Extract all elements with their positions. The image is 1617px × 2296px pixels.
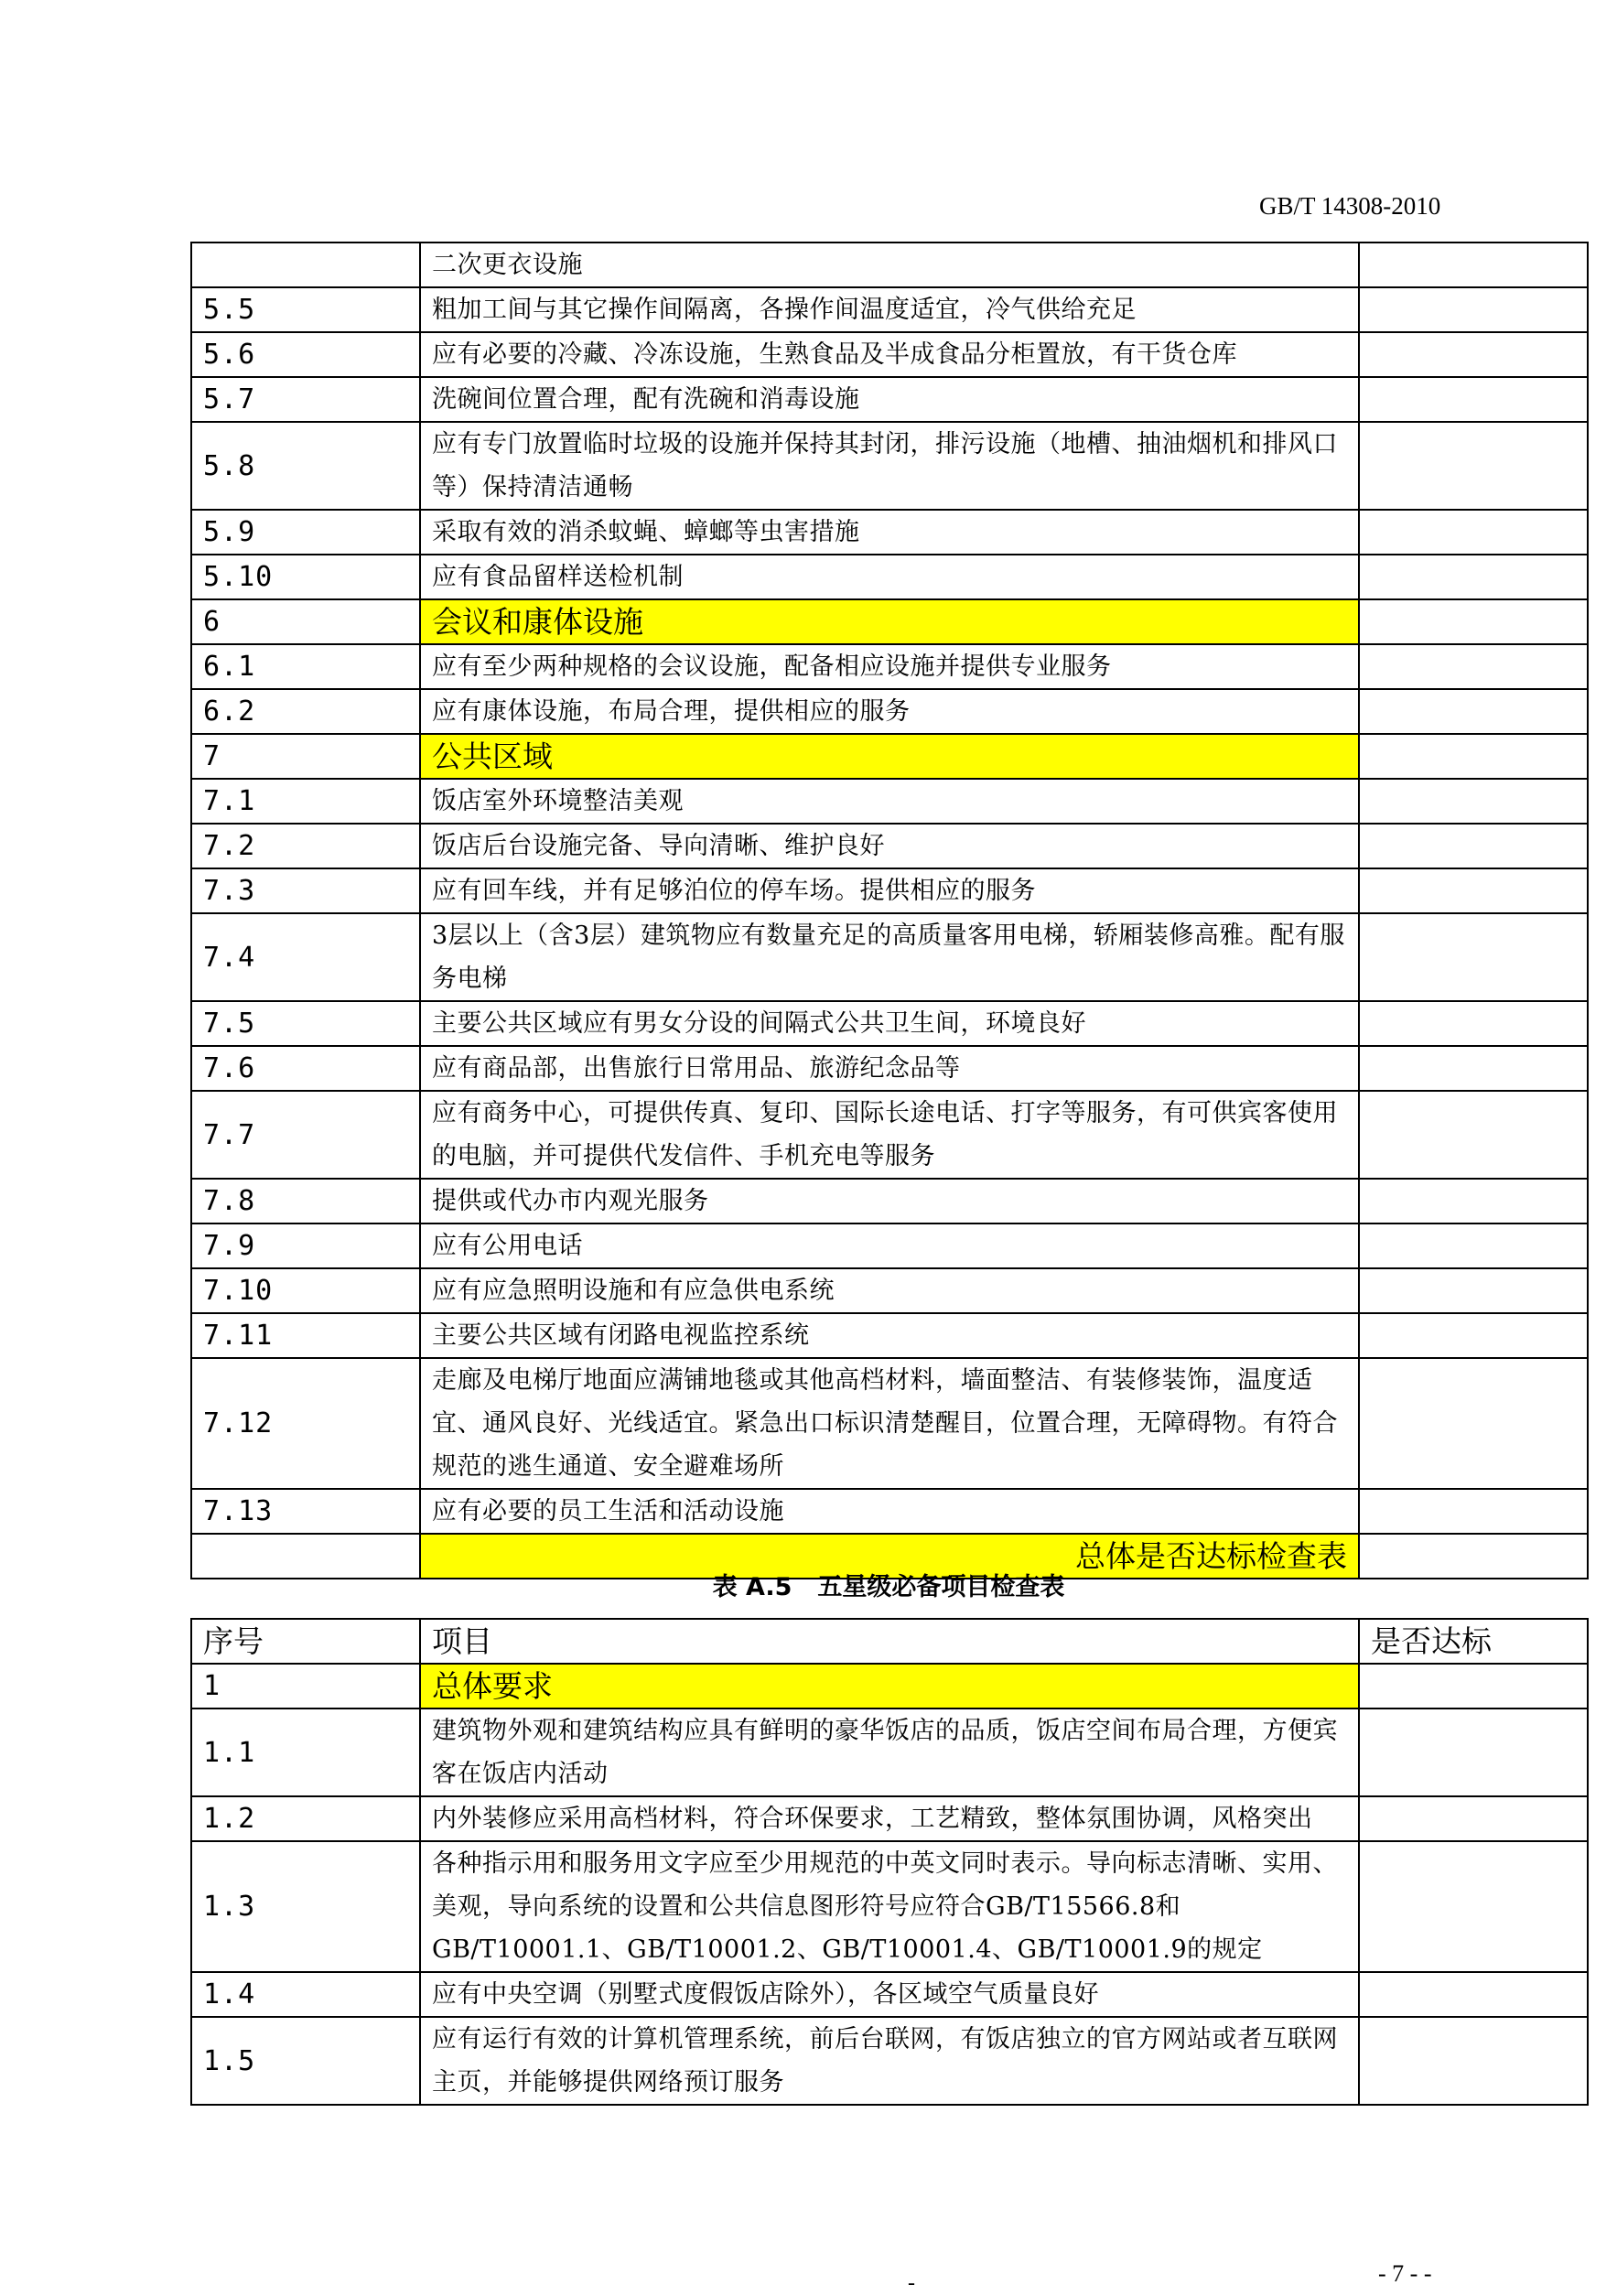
table-row [191, 1358, 1588, 1489]
row-number: 1.1 [191, 1709, 420, 1796]
row-number: 1.5 [191, 2017, 420, 2105]
row-number: 7.12 [191, 1358, 420, 1489]
row-status-cell[interactable] [1359, 824, 1588, 868]
row-number: 5.8 [191, 422, 420, 510]
table-row [191, 287, 1588, 332]
table-row [191, 1664, 1588, 1709]
row-item: 洗碗间位置合理，配有洗碗和消毒设施 [420, 377, 1359, 422]
table-row [191, 913, 1588, 1001]
row-number [191, 243, 420, 287]
row-status-cell[interactable] [1359, 779, 1588, 824]
row-item: 主要公共区域有闭路电视监控系统 [420, 1313, 1359, 1358]
row-status-cell[interactable] [1359, 644, 1588, 689]
row-item: 采取有效的消杀蚊蝇、蟑螂等虫害措施 [420, 510, 1359, 555]
row-item: 应有必要的冷藏、冷冻设施，生熟食品及半成食品分柜置放，有干货仓库 [420, 332, 1359, 377]
row-status-cell[interactable] [1359, 599, 1588, 644]
header-num: 序号 [191, 1619, 420, 1664]
row-number: 7.7 [191, 1091, 420, 1179]
five-star-checklist-table [190, 1618, 1589, 2106]
row-status-cell[interactable] [1359, 510, 1588, 555]
table-row [191, 868, 1588, 913]
checklist-table-continued [190, 242, 1589, 1579]
row-item: 应有康体设施，布局合理，提供相应的服务 [420, 689, 1359, 734]
table-row [191, 1091, 1588, 1179]
row-number: 7.11 [191, 1313, 420, 1358]
row-status-cell[interactable] [1359, 422, 1588, 510]
row-status-cell[interactable] [1359, 377, 1588, 422]
row-status-cell[interactable] [1359, 1179, 1588, 1223]
row-number: 7.8 [191, 1179, 420, 1223]
row-status-cell[interactable] [1359, 1489, 1588, 1534]
row-number: 1.2 [191, 1796, 420, 1841]
table-row [191, 243, 1588, 287]
row-number: 6.1 [191, 644, 420, 689]
row-item: 提供或代办市内观光服务 [420, 1179, 1359, 1223]
row-status-cell[interactable] [1359, 1313, 1588, 1358]
table-row [191, 599, 1588, 644]
table-row [191, 555, 1588, 599]
row-item: 内外装修应采用高档材料，符合环保要求，工艺精致，整体氛围协调，风格突出 [420, 1796, 1359, 1841]
footer-dash: - [908, 2271, 915, 2295]
row-number: 5.9 [191, 510, 420, 555]
row-item: 应有公用电话 [420, 1223, 1359, 1268]
row-status-cell[interactable] [1359, 734, 1588, 779]
row-number: 7 [191, 734, 420, 779]
row-status-cell[interactable] [1359, 1223, 1588, 1268]
table-row [191, 734, 1588, 779]
table-row [191, 1268, 1588, 1313]
row-status-cell[interactable] [1359, 555, 1588, 599]
row-number: 6.2 [191, 689, 420, 734]
row-item: 应有应急照明设施和有应急供电系统 [420, 1268, 1359, 1313]
row-status-cell[interactable] [1359, 1046, 1588, 1091]
row-number: 7.3 [191, 868, 420, 913]
row-number: 7.2 [191, 824, 420, 868]
row-status-cell[interactable] [1359, 1091, 1588, 1179]
table-row [191, 510, 1588, 555]
row-status-cell[interactable] [1359, 1001, 1588, 1046]
row-item: 建筑物外观和建筑结构应具有鲜明的豪华饭店的品质，饭店空间布局合理，方便宾客在饭店内活动 [420, 1709, 1359, 1796]
row-item: 应有商品部，出售旅行日常用品、旅游纪念品等 [420, 1046, 1359, 1091]
table-header-row [191, 1619, 1588, 1664]
row-number: 5.10 [191, 555, 420, 599]
row-status-cell[interactable] [1359, 1358, 1588, 1489]
row-status-cell[interactable] [1359, 1709, 1588, 1796]
table-row [191, 1972, 1588, 2017]
table-row [191, 1001, 1588, 1046]
table-row [191, 1046, 1588, 1091]
row-item: 应有食品留样送检机制 [420, 555, 1359, 599]
row-item: 应有商务中心，可提供传真、复印、国际长途电话、打字等服务，有可供宾客使用的电脑，并可提供代发信件、手机充电等服务 [420, 1091, 1359, 1179]
standard-code: GB/T 14308-2010 [1259, 192, 1441, 220]
row-number: 7.6 [191, 1046, 420, 1091]
row-item: 应有中央空调（别墅式度假饭店除外），各区域空气质量良好 [420, 1972, 1359, 2017]
table-row [191, 824, 1588, 868]
row-item: 主要公共区域应有男女分设的间隔式公共卫生间，环境良好 [420, 1001, 1359, 1046]
row-number: 1.4 [191, 1972, 420, 2017]
row-number: 1 [191, 1664, 420, 1709]
table-title: 五星级必备项目检查表 [817, 1573, 1065, 1601]
table-row [191, 2017, 1588, 2105]
row-status-cell[interactable] [1359, 913, 1588, 1001]
header-item: 项目 [420, 1619, 1359, 1664]
row-item: 应有运行有效的计算机管理系统，前后台联网，有饭店独立的官方网站或者互联网主页，并能够提供网络预订服务 [420, 2017, 1359, 2105]
row-item: 应有回车线，并有足够泊位的停车场。提供相应的服务 [420, 868, 1359, 913]
row-item: 各种指示用和服务用文字应至少用规范的中英文同时表示。导向标志清晰、实用、美观，导向系统的设置和公共信息图形符号应符合GB/T15566.8和GB/T10001.1、GB/T10001.2、GB/T10001.4、GB/T10001.9的规定 [420, 1841, 1359, 1972]
row-item: 饭店室外环境整洁美观 [420, 779, 1359, 824]
header-status: 是否达标 [1359, 1619, 1588, 1664]
table-row [191, 1223, 1588, 1268]
row-number: 7.13 [191, 1489, 420, 1534]
table-row [191, 377, 1588, 422]
row-item: 粗加工间与其它操作间隔离，各操作间温度适宜，冷气供给充足 [420, 287, 1359, 332]
row-item: 应有专门放置临时垃圾的设施并保持其封闭，排污设施（地槽、抽油烟机和排风口等）保持清洁通畅 [420, 422, 1359, 510]
row-number: 7.5 [191, 1001, 420, 1046]
table-row [191, 779, 1588, 824]
row-number: 6 [191, 599, 420, 644]
table-row [191, 1841, 1588, 1972]
row-status-cell[interactable] [1359, 2017, 1588, 2105]
table-row [191, 644, 1588, 689]
summary-label: 总体是否达标检查表 [420, 1534, 1359, 1579]
row-item: 3层以上（含3层）建筑物应有数量充足的高质量客用电梯，轿厢装修高雅。配有服务电梯 [420, 913, 1359, 1001]
row-item: 饭店后台设施完备、导向清晰、维护良好 [420, 824, 1359, 868]
row-status-cell[interactable] [1359, 689, 1588, 734]
table-row [191, 1709, 1588, 1796]
section-heading: 公共区域 [420, 734, 1359, 779]
page-number: - 7 - - [1378, 2260, 1432, 2287]
row-number: 5.6 [191, 332, 420, 377]
table-row [191, 332, 1588, 377]
row-status-cell[interactable] [1359, 1268, 1588, 1313]
table-row [191, 1796, 1588, 1841]
table-row [191, 1313, 1588, 1358]
row-item: 二次更衣设施 [420, 243, 1359, 287]
row-status-cell[interactable] [1359, 1664, 1588, 1709]
row-number: 1.3 [191, 1841, 420, 1972]
row-number: 7.10 [191, 1268, 420, 1313]
row-item: 应有必要的员工生活和活动设施 [420, 1489, 1359, 1534]
row-number: 7.4 [191, 913, 420, 1001]
row-number: 5.5 [191, 287, 420, 332]
row-item: 应有至少两种规格的会议设施，配备相应设施并提供专业服务 [420, 644, 1359, 689]
table-caption [190, 1567, 1587, 1602]
row-number: 5.7 [191, 377, 420, 422]
row-status-cell[interactable] [1359, 332, 1588, 377]
table-number: 表 A.5 [712, 1573, 792, 1601]
row-number: 7.9 [191, 1223, 420, 1268]
table-row [191, 689, 1588, 734]
row-item: 走廊及电梯厅地面应满铺地毯或其他高档材料，墙面整洁、有装修装饰，温度适宜、通风良好、光线适宜。紧急出口标识清楚醒目，位置合理，无障碍物。有符合规范的逃生通道、安全避难场所 [420, 1358, 1359, 1489]
row-number: 7.1 [191, 779, 420, 824]
section-heading: 会议和康体设施 [420, 599, 1359, 644]
row-status-cell[interactable] [1359, 1796, 1588, 1841]
row-status-cell[interactable] [1359, 287, 1588, 332]
table-row [191, 1179, 1588, 1223]
row-status-cell[interactable] [1359, 868, 1588, 913]
row-status-cell[interactable] [1359, 1841, 1588, 1972]
table-row [191, 1489, 1588, 1534]
section-heading: 总体要求 [420, 1664, 1359, 1709]
table-row [191, 422, 1588, 510]
row-status-cell[interactable] [1359, 1972, 1588, 2017]
row-status-cell[interactable] [1359, 243, 1588, 287]
